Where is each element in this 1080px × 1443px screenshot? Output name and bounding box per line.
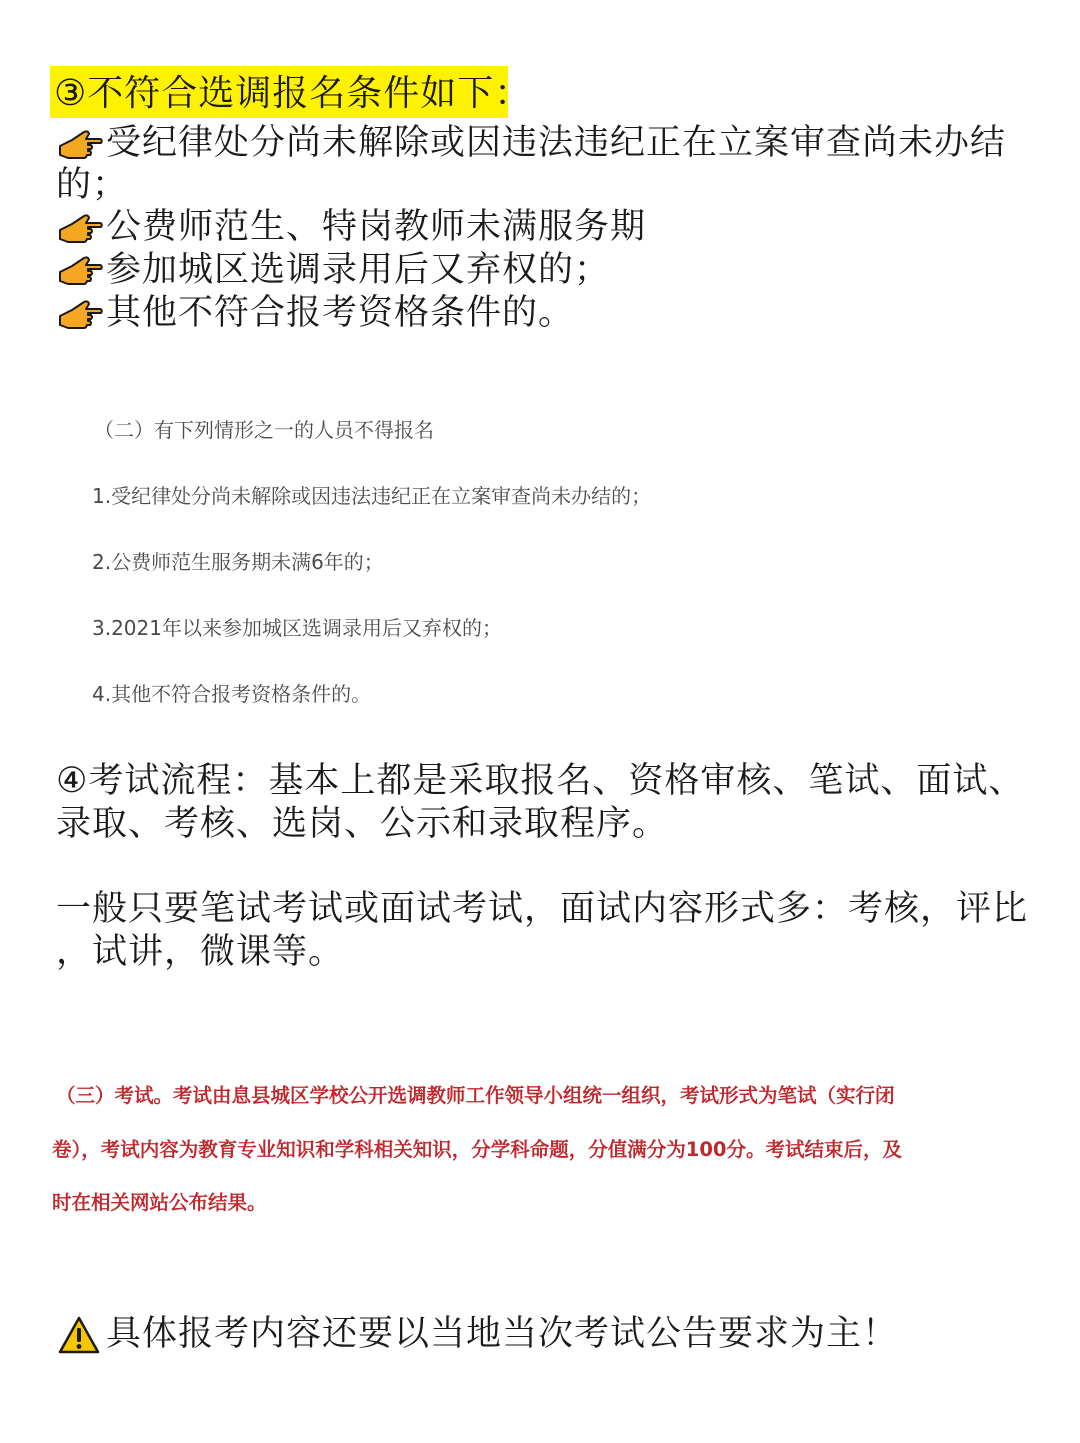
section4-heading: ④考试流程：基本上都是采取报名、资格审核、笔试、面试、 [56,761,1025,801]
exam-notice-line: 卷），考试内容为教育专业知识和学科相关知识，分学科命题，分值满分为100分。考试结束后，及 [52,1138,902,1161]
section4-paragraph: 一般只要笔试考试或面试考试，面试内容形式多：考核，评比 [56,889,1029,929]
pointing-hand-icon [58,254,104,288]
excerpt-title: （二）有下列情形之一的人员不得报名 [94,418,434,442]
exam-notice-line: （三）考试。考试由息县城区学校公开选调教师工作领导小组统一组织，考试形式为笔试（实行闭 [56,1084,895,1107]
warning-icon [58,1315,100,1355]
list-item: 其他不符合报考资格条件的。 [106,293,575,333]
excerpt-item: 2.公费师范生服务期未满6年的； [92,550,384,574]
list-item-continuation: 的； [56,165,129,205]
pointing-hand-icon [58,212,104,246]
excerpt-item: 3.2021年以来参加城区选调录用后又弃权的； [92,616,502,640]
pointing-hand-icon [58,128,104,162]
section4-paragraph-continuation: ，试讲，微课等。 [56,932,345,972]
section3-heading: ③不符合选调报名条件如下： [54,73,532,114]
excerpt-item: 4.其他不符合报考资格条件的。 [92,682,372,706]
excerpt-item: 1.受纪律处分尚未解除或因违法违纪正在立案审查尚未办结的； [92,484,652,508]
footer-note: 具体报考内容还要以当地当次考试公告要求为主！ [106,1314,899,1354]
list-item: 受纪律处分尚未解除或因违法违纪正在立案审查尚未办结 [106,123,1007,163]
section4-text: 录取、考核、选岗、公示和录取程序。 [56,804,669,844]
pointing-hand-icon [58,298,104,332]
exam-notice-line: 时在相关网站公布结果。 [52,1191,267,1214]
list-item: 公费师范生、特岗教师未满服务期 [106,207,647,247]
list-item: 参加城区选调录用后又弃权的； [106,250,611,290]
